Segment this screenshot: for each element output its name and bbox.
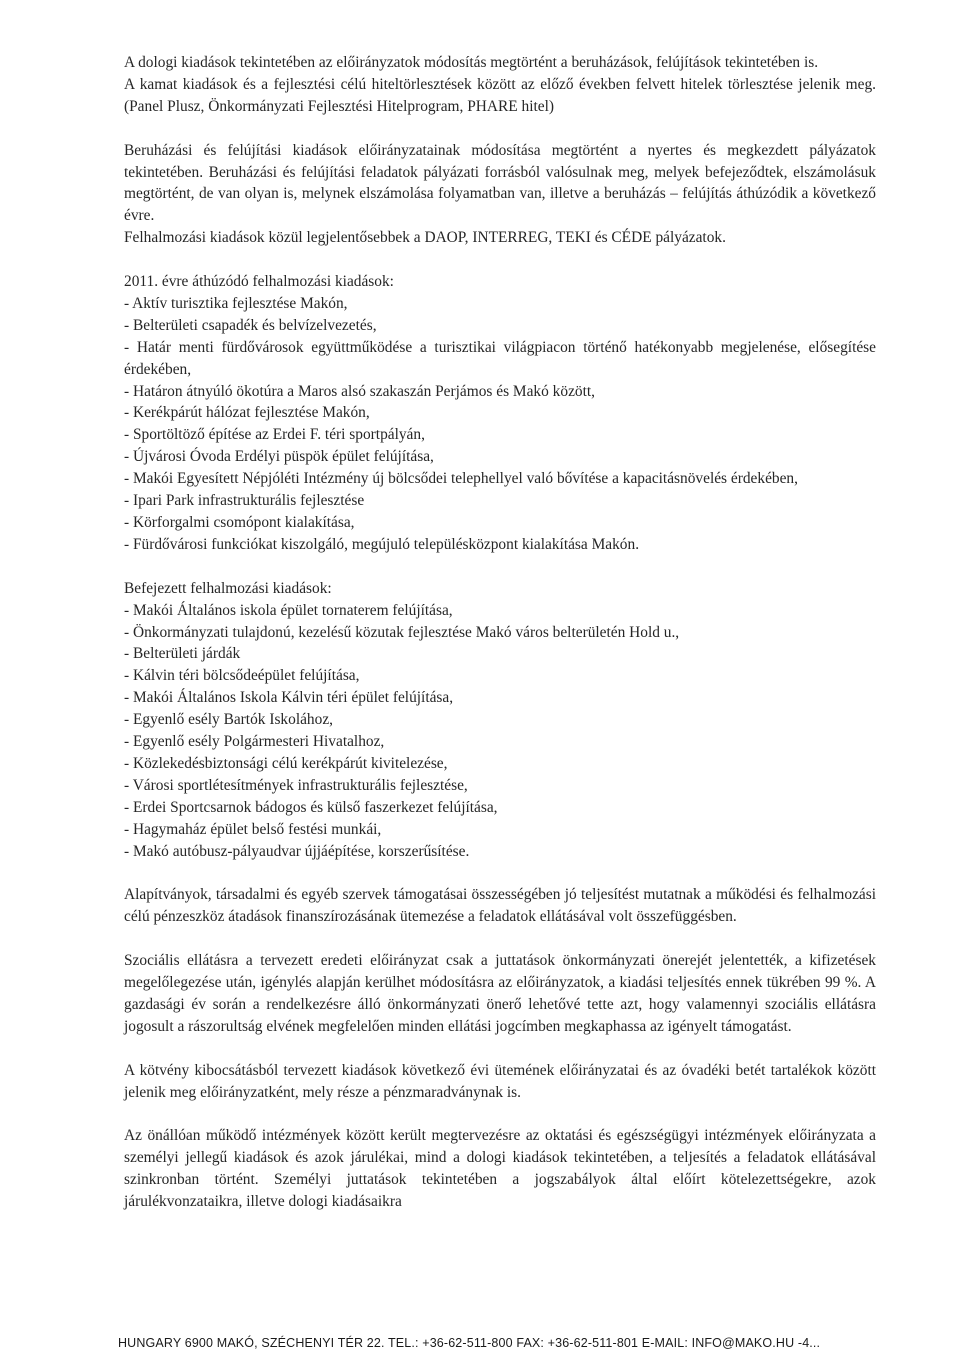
list-item: - Makói Általános iskola épület tornaterem felújítása,: [124, 601, 453, 619]
blank-line: [124, 928, 876, 950]
paragraph: Felhalmozási kiadások közül legjelentősebbek a DAOP, INTERREG, TEKI és CÉDE pályázatok.: [124, 229, 726, 247]
paragraph: Beruházási és felújítási kiadások előirányzatainak módosítása megtörtént a nyertes és megkezdett pályázatok tekintetében. Beruházási és felújítási feladatok pályázati forrásból valósulnak meg, melyek befejeződtek, elszámolásuk megtörtént, de van olyan is, melynek elszámolása folyamatban van, illetve a beruházás – felújítás áthúzódik a következő évre.: [124, 141, 876, 225]
list-item: - Makó autóbusz-pályaudvar újjáépítése, korszerűsítése.: [124, 842, 470, 860]
list-item: - Határ menti fürdővárosok együttműködése a turisztikai világpiacon történő hatékonyabb megjelenése, elősegítése érdekében,: [124, 338, 876, 378]
paragraph: A kötvény kibocsátásból tervezett kiadások következő évi ütemének előirányzatai és az óvadéki betét tartalékok között jelenik meg előirányzatként, mely része a pénzmaradványnak is.: [124, 1061, 876, 1101]
blank-line: [124, 1103, 876, 1125]
list-item: - Sportöltöző építése az Erdei F. téri sportpályán,: [124, 426, 425, 444]
list-item: - Aktív turisztika fejlesztése Makón,: [124, 294, 348, 312]
paragraph: A dologi kiadások tekintetében az előirányzatok módosítás megtörtént a beruházások, felújítások tekintetében is.: [124, 54, 819, 71]
list-item: - Kerékpárút hálózat fejlesztése Makón,: [124, 404, 370, 422]
page-footer: HUNGARY 6900 MAKÓ, SZÉCHENYI TÉR 22. TEL.: +36-62-511-800 FAX: +36-62-511-801 E-MAIL: INFO@MAKO.HU -4...: [118, 1336, 821, 1350]
list-item: - Makói Egyesített Népjóléti Intézmény új bölcsődei telephellyel való bővítése a kapacitásnövelés érdekében,: [124, 470, 798, 488]
paragraph: Alapítványok, társadalmi és egyéb szervek támogatásai összességében jó teljesítést mutatnak a működési és felhalmozási célú pénzeszköz átadások finanszírozásának ütemezése a feladatok ellátásával volt összefüggésben.: [124, 886, 876, 926]
list-item: - Makói Általános Iskola Kálvin téri épület felújítása,: [124, 689, 454, 707]
list-item: - Önkormányzati tulajdonú, kezelésű közutak fejlesztése Makó város belterületén Hold u.,: [124, 623, 680, 641]
blank-line: [124, 1038, 876, 1060]
blank-line: [124, 118, 876, 140]
list-item: - Körforgalmi csomópont kialakítása,: [124, 514, 355, 531]
list-heading: Befejezett felhalmozási kiadások:: [124, 579, 332, 597]
list-item: - Ipari Park infrastrukturális fejlesztése: [124, 492, 365, 510]
list-heading: 2011. évre áthúzódó felhalmozási kiadások:: [124, 273, 394, 291]
list-item: - Belterületi csapadék és belvízelvezetés,: [124, 316, 377, 334]
paragraph: Szociális ellátásra a tervezett eredeti előirányzat csak a juttatások önkormányzati önerejét jelentették, a kifizetések megelőlegezése után, igénylés alapján kerülhet módosításra az előirányzatok, a kiadási teljesítés ennek tükrében 99 %. A gazdasági év során a rendelkezésre álló önkormányzati önerő lehetővé tette azt, hogy valamennyi szociális ellátásra jogosult a rászorultság elvének megfelelően minden ellátási jogcímben megkaphassa az igényelt támogatást.: [124, 952, 876, 1035]
list-item: - Kálvin téri bölcsődeépület felújítása,: [124, 667, 360, 685]
blank-line: [124, 862, 876, 884]
list-item: - Hagymaház épület belső festési munkái,: [124, 820, 382, 838]
list-item: - Határon átnyúló ökotúra a Maros alsó szakaszán Perjámos és Makó között,: [124, 382, 595, 400]
list-item: - Egyenlő esély Bartók Iskolához,: [124, 711, 333, 729]
blank-line: [124, 556, 876, 578]
document-body: [124, 52, 876, 1213]
list-item: - Erdei Sportcsarnok bádogos és külső faszerkezet felújítása,: [124, 798, 498, 816]
list-item: - Egyenlő esély Polgármesteri Hivatalhoz,: [124, 733, 385, 751]
list-item: - Belterületi járdák: [124, 645, 241, 663]
list-item: - Fürdővárosi funkciókat kiszolgáló, megújuló településközpont kialakítása Makón.: [124, 535, 640, 553]
list-item: - Újvárosi Óvoda Erdélyi püspök épület felújítása,: [124, 448, 434, 466]
list-item: - Városi sportlétesítmények infrastrukturális fejlesztése,: [124, 776, 468, 794]
list-item: - Közlekedésbiztonsági célú kerékpárút kivitelezése,: [124, 754, 448, 772]
paragraph: Az önállóan működő intézmények között került megtervezésre az oktatási és egészségügyi intézmények előirányzata a személyi jellegű kiadások és azok járulékai, mind a dologi kiadások tekintetében, a teljesítés a feladatok ellátásával szinkronban történt. Személyi juttatások tekintetében a jogszabályok által előírt kötelezettségekre, azok járulékvonzataikra, illetve dologi kiadásaikra: [124, 1127, 876, 1211]
paragraph: A kamat kiadások és a fejlesztési célú hiteltörlesztések között az előző években felvett hitelek törlesztése jelenik meg. (Panel Plusz, Önkormányzati Fejlesztési Hitelprogram, PHARE hitel): [124, 75, 876, 115]
blank-line: [124, 249, 876, 271]
